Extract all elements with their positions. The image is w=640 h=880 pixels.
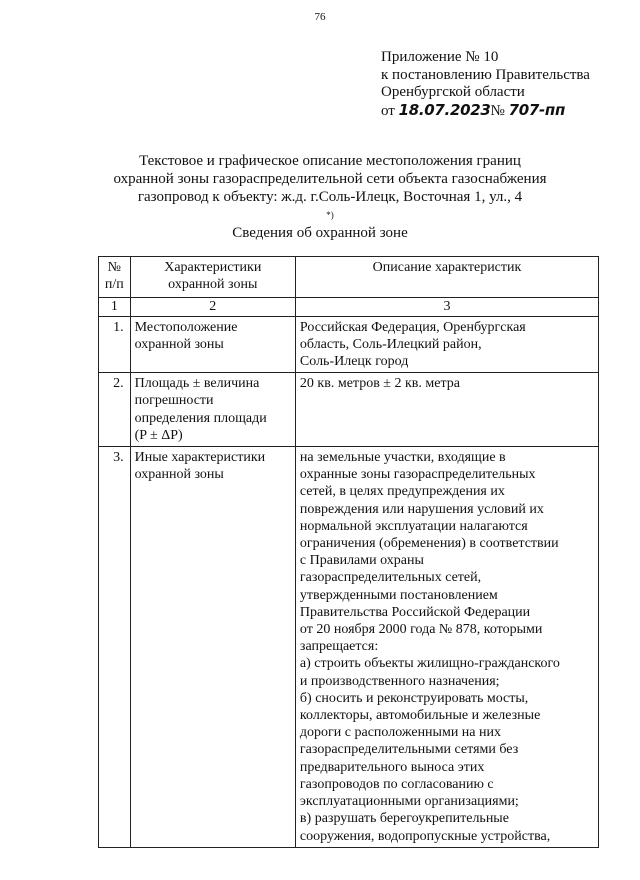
row-number: 3. bbox=[99, 447, 131, 848]
handwritten-date: 18.07.2023 bbox=[398, 100, 491, 119]
col-number-1: 1 bbox=[99, 298, 131, 316]
page-number: 76 bbox=[314, 11, 326, 23]
row-description bbox=[295, 447, 598, 848]
protection-zone-table bbox=[98, 256, 599, 848]
text-line: предварительного выноса этих bbox=[299, 759, 485, 775]
text-line: утвержденными постановлением bbox=[299, 587, 498, 603]
text-line: б) сносить и реконструировать мосты, bbox=[299, 690, 529, 706]
text-line: газораспределительных сетей, bbox=[299, 570, 482, 586]
title-line-1: Текстовое и графическое описание местоположения границ bbox=[139, 153, 521, 169]
title-line-3-text: газопровод к объекту: ж.д. г.Соль-Илецк, Восточная 1, ул., 4 bbox=[137, 189, 523, 205]
text-line: (P ± ΔP) bbox=[134, 427, 183, 443]
handwritten-number: 707-пп bbox=[508, 100, 566, 119]
text-line: сооружения, водопропускные устройства, bbox=[299, 828, 551, 844]
text-line: на земельные участки, входящие в bbox=[299, 450, 506, 466]
text-line: погрешности bbox=[134, 393, 214, 409]
text-line: эксплуатационными организациями; bbox=[299, 794, 519, 810]
text-line: область, Соль-Илецкий район, bbox=[299, 336, 482, 352]
appendix-date-line bbox=[381, 102, 590, 121]
appendix-line-3: Оренбургской области bbox=[381, 84, 525, 100]
text-line: охранной зоны bbox=[134, 467, 224, 483]
text-line: Российская Федерация, Оренбургская bbox=[299, 319, 526, 335]
text-line: дороги с расположенными на них bbox=[299, 725, 502, 741]
text-line: охранной зоны bbox=[134, 336, 224, 352]
text-line: газораспределительными сетями без bbox=[299, 742, 519, 758]
text-line: а) строить объекты жилищно-гражданского bbox=[299, 656, 560, 672]
row-characteristic bbox=[130, 316, 295, 373]
header-number: № п/п bbox=[99, 257, 131, 298]
text-line: охранные зоны газораспределительных bbox=[299, 467, 536, 483]
text-line: от 20 ноября 2000 года № 878, которыми bbox=[299, 622, 543, 638]
row-description bbox=[295, 316, 598, 373]
section-subtitle: Сведения об охранной зоне bbox=[232, 225, 408, 241]
text-line: и производственного назначения; bbox=[299, 673, 500, 689]
appendix-line-2: к постановлению Правительства bbox=[381, 66, 590, 83]
text-line: Площадь ± величина bbox=[134, 376, 260, 392]
text-line: сетей, в целях предупреждения их bbox=[299, 484, 505, 500]
text-line: повреждения или нарушения условий их bbox=[299, 501, 544, 517]
document-title bbox=[60, 152, 600, 229]
text-line: определения площади bbox=[134, 410, 267, 426]
text-line: коллекторы, автомобильные и железные bbox=[299, 708, 541, 724]
text-line: нормальной эксплуатации налагаются bbox=[299, 518, 528, 534]
date-prefix: от bbox=[381, 102, 395, 119]
title-line-3 bbox=[60, 188, 600, 229]
row-number: 1. bbox=[99, 316, 131, 373]
text-line: Правительства Российской Федерации bbox=[299, 604, 531, 620]
row-characteristic bbox=[130, 447, 295, 848]
col-number-3: 3 bbox=[295, 298, 598, 316]
footnote-mark: *) bbox=[326, 210, 334, 220]
table-row bbox=[99, 316, 599, 373]
table-row bbox=[99, 373, 599, 447]
text-line: с Правилами охраны bbox=[299, 553, 424, 569]
column-numbers-row bbox=[99, 298, 599, 316]
text-line: ограничения (обременения) в соответствии bbox=[299, 536, 559, 552]
table-row bbox=[99, 447, 599, 848]
table-header-row bbox=[99, 257, 599, 298]
title-line-2: охранной зоны газораспределительной сети объекта газоснабжения bbox=[113, 171, 547, 187]
text-line: Местоположение bbox=[134, 319, 238, 335]
text-line: газопроводов по согласованию с bbox=[299, 776, 494, 792]
col-number-2: 2 bbox=[130, 298, 295, 316]
text-line: 20 кв. метров ± 2 кв. метра bbox=[299, 376, 460, 392]
text-line: в) разрушать берегоукрепительные bbox=[299, 811, 509, 827]
appendix-line-1: Приложение № 10 bbox=[381, 49, 499, 65]
number-sign: № bbox=[490, 102, 505, 119]
text-line: Соль-Илецк город bbox=[299, 354, 409, 370]
header-description: Описание характеристик bbox=[295, 257, 598, 298]
row-number: 2. bbox=[99, 373, 131, 447]
text-line: Иные характеристики bbox=[134, 450, 266, 466]
text-line: запрещается: bbox=[299, 639, 379, 655]
appendix-header bbox=[381, 49, 590, 120]
row-characteristic bbox=[130, 373, 295, 447]
row-description bbox=[295, 373, 598, 447]
header-characteristic: Характеристики охранной зоны bbox=[130, 257, 295, 298]
